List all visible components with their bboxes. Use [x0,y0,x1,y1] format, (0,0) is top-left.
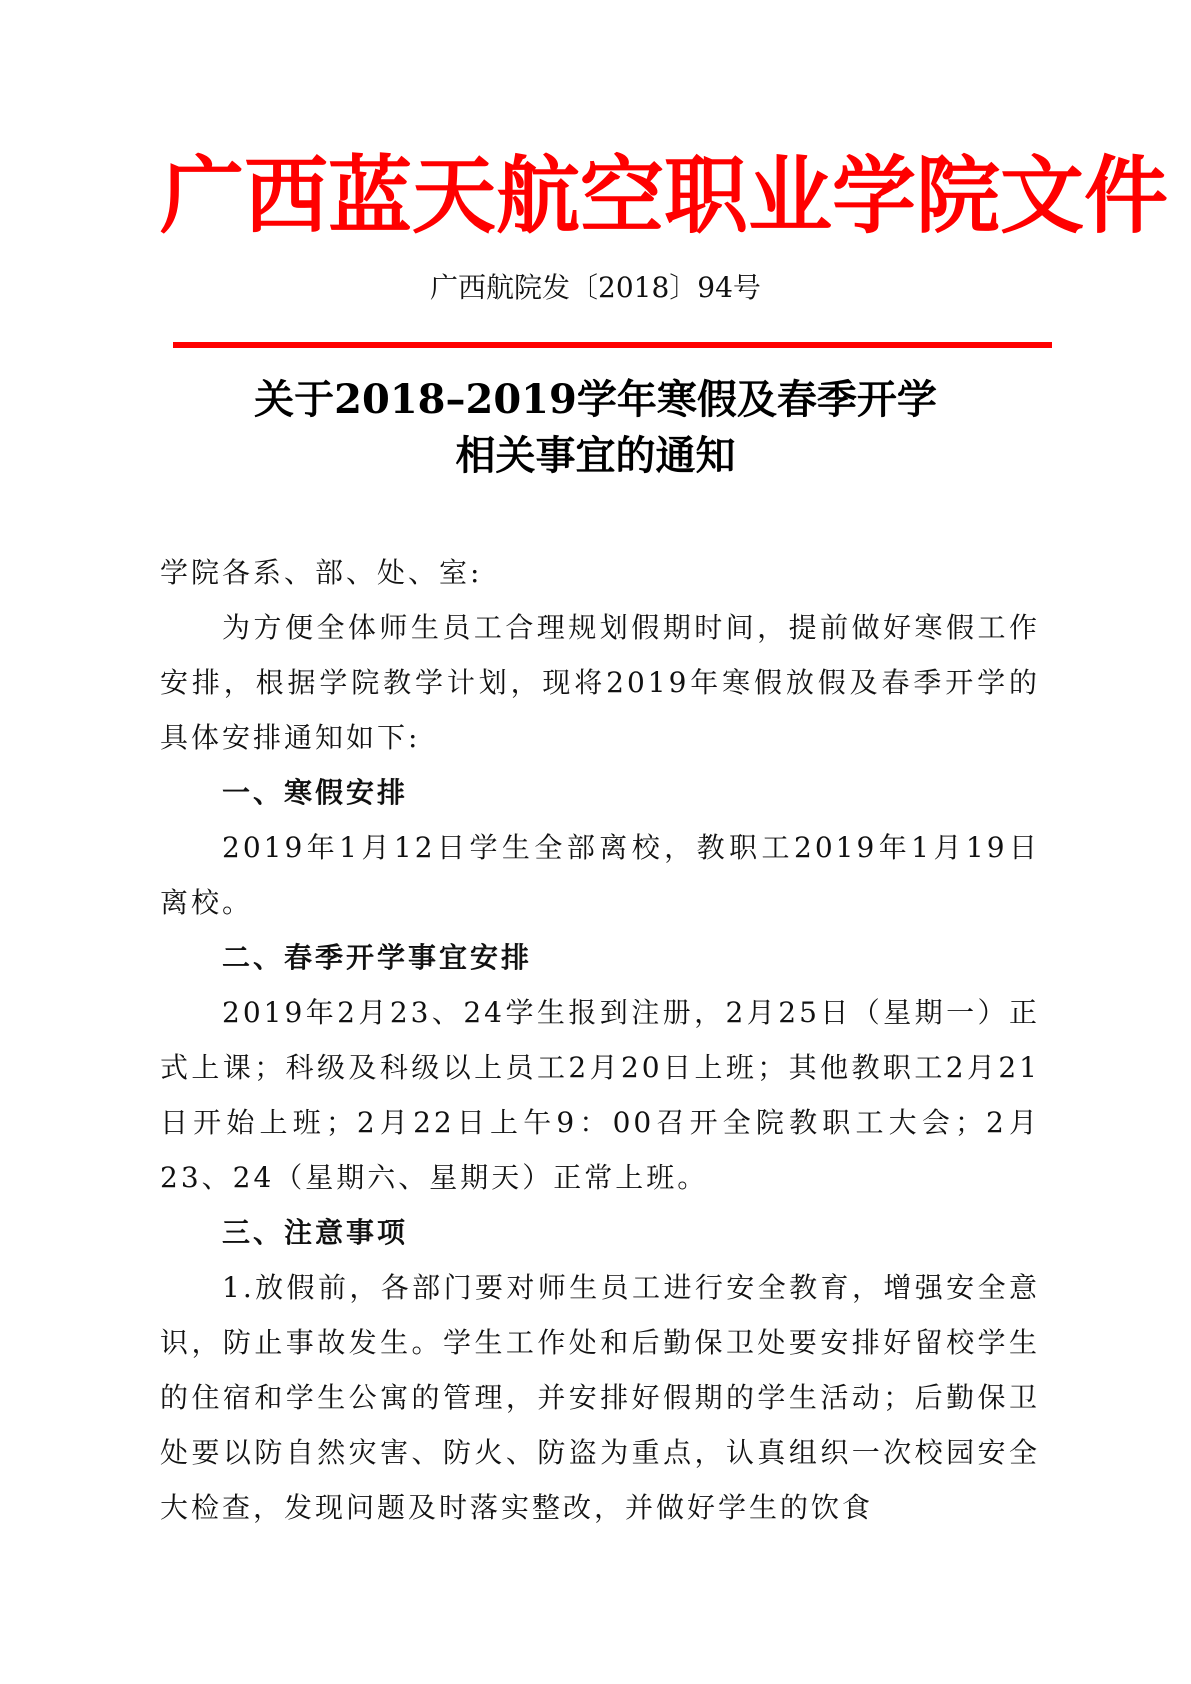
notice-body [160,545,1040,1535]
section-paragraph-notes: 1.放假前，各部门要对师生员工进行安全教育，增强安全意识，防止事故发生。学生工作处和后勤保卫处要安排好留校学生的住宿和学生公寓的管理，并安排好假期的学生活动；后勤保卫处要以防自然灾害、防火、防盗为重点，认真组织一次校园安全大检查，发现问题及时落实整改，并做好学生的饮食 [160,1271,1040,1524]
section-heading-notes: 三、注意事项 [222,1216,409,1249]
notice-title-line-2: 相关事宜的通知 [455,432,736,479]
document-number: 广西航院发〔2018〕94号 [430,271,761,304]
section-heading-vacation: 一、寒假安排 [222,776,409,809]
notice-title-line-1: 关于2018–2019学年寒假及春季开学 [254,376,937,423]
section-heading-spring-semester: 二、春季开学事宜安排 [222,941,533,974]
section-paragraph-vacation: 2019年1月12日学生全部离校，教职工2019年1月19日离校。 [160,831,1040,919]
intro-paragraph: 为方便全体师生员工合理规划假期时间，提前做好寒假工作安排，根据学院教学计划，现将2019年寒假放假及春季开学的具体安排通知如下: [160,611,1040,754]
notice-title [0,372,1191,484]
red-divider-rule [173,342,1052,348]
document-header-title: 广西蓝天航空职业学院文件 [160,146,1169,245]
section-paragraph-spring-semester: 2019年2月23、24学生报到注册，2月25日（星期一）正式上课；科级及科级以上员工2月20日上班；其他教职工2月21日开始上班；2月22日上午9：00召开全院教职工大会；2月23、24（星期六、星期天）正常上班。 [160,996,1040,1194]
salutation: 学院各系、部、处、室: [160,556,483,589]
